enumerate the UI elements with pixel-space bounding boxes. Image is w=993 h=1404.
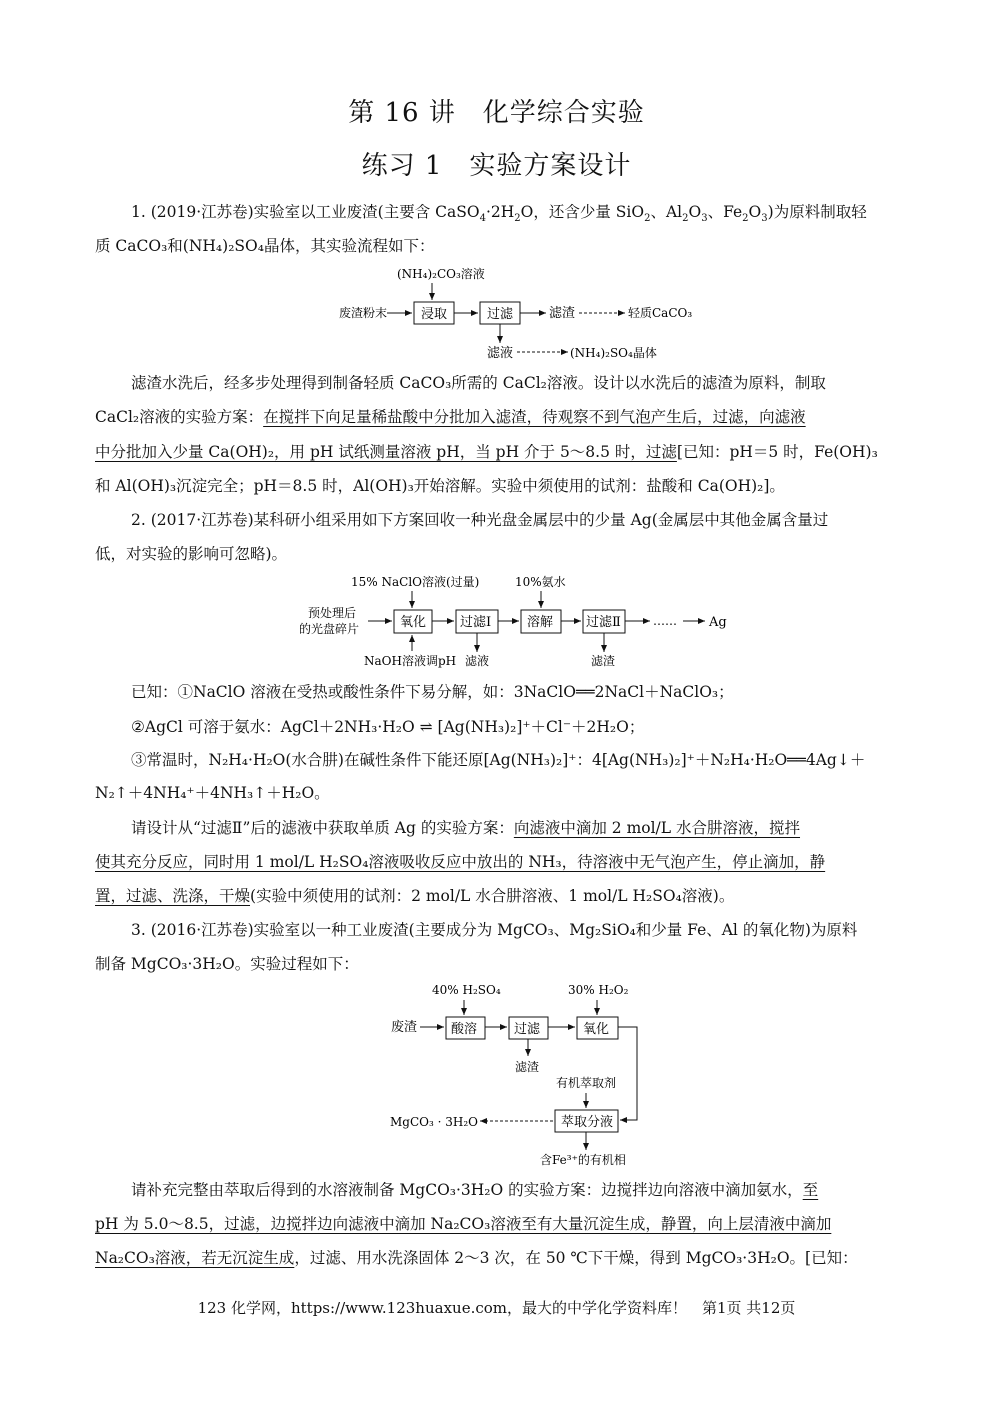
- q3-answer-part3: Na₂CO₃溶液，若无沉淀生成: [95, 1249, 295, 1267]
- q2-known1: 已知：①NaClO 溶液在受热或酸性条件下易分解，如：3NaClO══2NaCl＋NaClO₃；: [131, 683, 734, 701]
- svg-text:氧化: 氧化: [400, 615, 427, 630]
- svg-text:溶解: 溶解: [527, 615, 554, 630]
- q2-start-b: 的光盘碎片: [299, 622, 360, 636]
- q3-box-acid: [446, 1017, 485, 1039]
- svg-text:过滤Ⅱ: 过滤Ⅱ: [586, 615, 621, 630]
- q3-paragraph-line1: 请补充完整由萃取后得到的水溶液制备 MgCO₃·3H₂O 的实验方案：边搅拌边向溶液中滴加氨水，至: [131, 1181, 819, 1199]
- q1-answer-part1: 在搅拌下向足量稀盐酸中分批加入滤渣，待观察不到气泡产生后，过滤，向滤液: [263, 408, 806, 426]
- q3-solvent: 有机萃取剂: [556, 1076, 617, 1090]
- q1-intro-line2: 质 CaCO₃和(NH₄)₂SO₄晶体，其实验流程如下：: [95, 237, 435, 255]
- q2-known2: ②AgCl 可溶于氨水：AgCl＋2NH₃·H₂O ⇌ [Ag(NH₃)₂]⁺＋Cl⁻＋2H₂O；: [131, 718, 645, 736]
- q2-below2: 滤液: [465, 654, 490, 668]
- q1-paragraph-line1: 滤渣水洗后，经多步处理得到制备轻质 CaCO₃所需的 CaCl₂溶液。设计以水洗后的滤渣为原料，制取: [131, 374, 826, 392]
- q2-box-filter1: [456, 610, 498, 633]
- q2-ask-line1: 请设计从“过滤Ⅱ”后的滤液中获取单质 Ag 的实验方案：向滤液中滴加 2 mol/L 水合肼溶液，搅拌: [131, 819, 801, 837]
- page-footer: 123 化学网，https://www.123huaxue.com，最大的中学化学资料库！ 第1页 共12页: [197, 1299, 796, 1317]
- q1-product1: 轻质CaCO₃: [628, 306, 693, 320]
- q1-paragraph-line4: 和 Al(OH)₃沉淀完全；pH＝8.5 时，Al(OH)₃开始溶解。实验中须使用的试剂：盐酸和 Ca(OH)₂]。: [95, 477, 785, 495]
- svg-text:过滤: 过滤: [514, 1022, 541, 1037]
- svg-text:氧化: 氧化: [583, 1022, 610, 1037]
- q2-end: Ag: [709, 615, 727, 630]
- q2-below1: NaOH溶液调pH: [364, 654, 457, 668]
- q2-reagent1: 15% NaClO溶液(过量): [351, 575, 480, 589]
- q3-paragraph-line3: Na₂CO₃溶液，若无沉淀生成，过滤、用水洗涤固体 2～3 次，在 50 ℃下干燥，得到 MgCO₃·3H₂O。[已知：: [95, 1249, 858, 1267]
- q1-residue: 滤渣: [549, 306, 576, 321]
- q3-reagent2: 30% H₂O₂: [568, 983, 629, 997]
- q2-known3: ③常温时，N₂H₄·H₂O(水合肼)在碱性条件下能还原[Ag(NH₃)₂]⁺：4[Ag(NH₃)₂]⁺＋N₂H₄·H₂O══4Ag↓＋: [131, 751, 866, 769]
- q1-paragraph-line2: CaCl₂溶液的实验方案：在搅拌下向足量稀盐酸中分批加入滤渣，待观察不到气泡产生后，过滤，向滤液: [95, 408, 806, 426]
- svg-text:萃取分液: 萃取分液: [561, 1115, 614, 1130]
- q2-answer-part1: 向滤液中滴加 2 mol/L 水合肼溶液，搅拌: [513, 819, 801, 837]
- q3-residue: 滤渣: [515, 1060, 540, 1074]
- svg-text:酸溶: 酸溶: [451, 1022, 478, 1037]
- q2-box-filter2: [583, 610, 625, 633]
- q1-intro: 1. (2019·江苏卷)实验室以工业废渣(主要含 $CaSO_4\cdot 2H_2O$，还含少量 SiO$_2$、$Al_2O_3$、$Fe_2O_3$)为原料制取轻: [131, 203, 867, 225]
- q3-product: MgCO₃ · 3H₂O: [390, 1115, 478, 1129]
- q3-intro-line2: 制备 MgCO₃·3H₂O。实验过程如下：: [95, 955, 359, 973]
- q3-organic: 含Fe³⁺的有机相: [540, 1153, 626, 1167]
- q2-known4: N₂↑＋4NH₄⁺＋4NH₃↑＋H₂O。: [95, 784, 330, 802]
- q2-ask-line2: [95, 845, 900, 879]
- q2-below3: 滤渣: [591, 654, 616, 668]
- page-title: 第 16 讲 化学综合实验: [348, 98, 645, 128]
- q2-answer-part3: 置，过滤、洗涤，干燥: [95, 887, 251, 905]
- q1-box-leach: [414, 302, 454, 324]
- q3-start: 废渣: [391, 1020, 418, 1035]
- q2-start-a: 预处理后: [308, 606, 357, 620]
- q1-paragraph-line3: 中分批加入少量 Ca(OH)₂，用 pH 试纸测量溶液 pH，当 pH 介于 5～8.5 时，过滤[已知：pH＝5 时，Fe(OH)₃: [95, 443, 878, 461]
- q2-intro-line2: 低，对实验的影响可忽略)。: [95, 545, 288, 563]
- q2-dots: ……: [653, 614, 677, 628]
- svg-text:过滤Ⅰ: 过滤Ⅰ: [460, 615, 492, 630]
- q1-answer-part2: 中分批加入少量 Ca(OH)₂，用 pH 试纸测量溶液 pH，当 pH 介于 5～8.5 时，过滤: [95, 443, 677, 461]
- q2-box-oxidize: [394, 610, 432, 633]
- q3-paragraph-line2: [95, 1207, 900, 1241]
- svg-text:浸取: 浸取: [421, 307, 448, 322]
- q1-start: 废渣粉末: [339, 306, 388, 320]
- q3-reagent1: 40% H₂SO₄: [432, 983, 501, 997]
- q3-box-oxidize: [577, 1017, 618, 1039]
- q2-answer-part2: 使其充分反应，同时用 1 mol/L H₂SO₄溶液吸收反应中放出的 NH₃，待溶液中无气泡产生，停止滴加，静: [95, 853, 826, 871]
- q3-box-filter: [509, 1017, 548, 1039]
- q1-product2: (NH₄)₂SO₄晶体: [570, 346, 657, 360]
- q3-intro: 3. (2016·江苏卷)实验室以一种工业废渣(主要成分为 MgCO₃、Mg₂SiO₄和少量 Fe、Al 的氧化物)为原料: [131, 921, 858, 939]
- q2-ask-line3: 置，过滤、洗涤，干燥(实验中须使用的试剂：2 mol/L 水合肼溶液、1 mol/L H₂SO₄溶液)。: [95, 887, 735, 905]
- q3-box-extract: [555, 1110, 618, 1132]
- q2-reagent2: 10%氨水: [515, 575, 566, 589]
- q2-box-dissolve: [521, 610, 561, 633]
- svg-text:过滤: 过滤: [487, 307, 514, 322]
- q1-filtrate: 滤液: [487, 346, 514, 361]
- q2-intro: 2. (2017·江苏卷)某科研小组采用如下方案回收一种光盘金属层中的少量 Ag(金属层中其他金属含量过: [131, 511, 829, 529]
- q3-answer-part1: 至: [802, 1181, 819, 1199]
- q1-box-filter: [480, 302, 520, 324]
- page-subtitle: 练习 1 实验方案设计: [361, 151, 632, 181]
- q3-answer-part2: pH 为 5.0～8.5，过滤，边搅拌边向滤液中滴加 Na₂CO₃溶液至有大量沉淀生成，静置，向上层清液中滴加: [95, 1215, 832, 1233]
- q1-reagent: (NH₄)₂CO₃溶液: [397, 267, 485, 281]
